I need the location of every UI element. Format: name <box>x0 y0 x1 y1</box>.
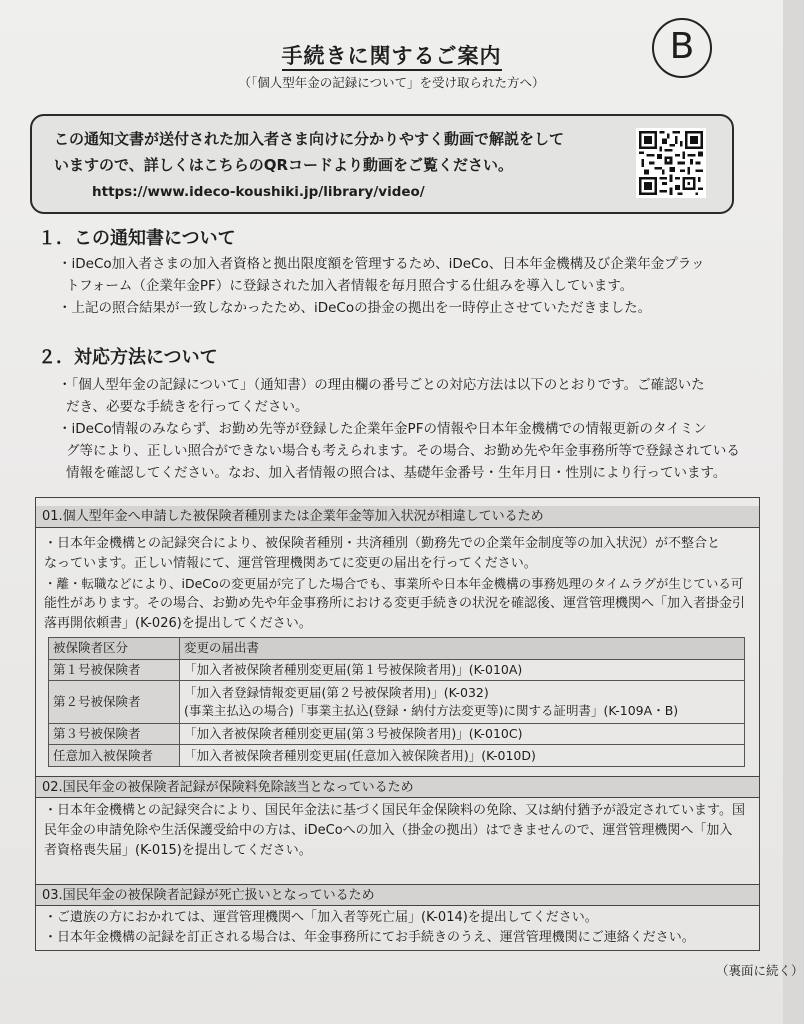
reason-boxes <box>35 497 760 951</box>
reason-02-line-1: ・日本年金機構との記録突合により、国民年金法に基づく国民年金保険料の免除、又は納付猶予が設定されています。国 <box>44 803 745 818</box>
qr-code-graphic <box>639 131 703 195</box>
video-guide-box <box>30 114 734 214</box>
page-subtitle: （「個人型年金の記録について」を受け取られた方へ） <box>238 75 545 90</box>
table-cell-form: 「加入者被保険者種別変更届(第３号被保険者用)」(K-010C) <box>180 723 745 745</box>
table-cell-category: 任意加入被保険者 <box>49 745 180 767</box>
table-cell-category: 第２号被保険者 <box>49 681 180 723</box>
reason-03-header: 03.国民年金の被保険者記録が死亡扱いとなっているため <box>36 884 759 906</box>
qr-code-icon[interactable] <box>636 128 706 198</box>
section-1-heading: １．この通知書について <box>38 228 236 249</box>
table-cell-form: 「加入者被保険者種別変更届(第１号被保険者用)」(K-010A) <box>180 659 745 681</box>
reason-02-line-2: 民年金の申請免除や生活保護受給中の方は、iDeCoへの加入（掛金の拠出）はできませんので、運営管理機関へ「加入 <box>44 823 733 838</box>
section-1-line-3: ・上記の照合結果が一致しなかったため、iDeCoの掛金の拠出を一時停止させていただきました。 <box>58 300 652 316</box>
reason-01-line-2: なっています。正しい情報にて、運営管理機関あてに変更の届出を行ってください。 <box>44 556 537 571</box>
reason-03-line-2: ・日本年金機構の記録を訂正される場合は、年金事務所にてお手続きのうえ、運営管理機関にご連絡ください。 <box>44 930 695 945</box>
video-guide-line-2: いますので、詳しくはこちらのQRコードより動画をご覧ください。 <box>54 156 514 174</box>
table-row <box>49 745 745 767</box>
page-title <box>0 40 783 70</box>
table-row <box>49 659 745 681</box>
reason-02-line-3: 者資格喪失届」(K-015)を提出してください。 <box>44 843 312 858</box>
continued-note: （裏面に続く） <box>716 963 804 978</box>
page-title-text: 手続きに関するご案内 <box>282 44 502 71</box>
reason-01-line-4: 能性があります。その場合、お勤め先や年金事務所における変更手続きの状況を確認後、運営管理機関へ「加入者掛金引 <box>44 596 745 611</box>
section-2-heading: ２．対応方法について <box>38 347 218 368</box>
table-cell-form: 「加入者被保険者種別変更届(任意加入被保険者用)」(K-010D) <box>180 745 745 767</box>
video-url-link[interactable]: https://www.ideco-koushiki.jp/library/video/ <box>92 184 425 200</box>
video-guide-line-1: この通知文書が送付された加入者さま向けに分かりやすく動画で解説をして <box>54 130 565 148</box>
form-table <box>48 637 745 767</box>
table-cell-category: 第１号被保険者 <box>49 659 180 681</box>
section-2-line-5: 情報を確認してください。なお、加入者情報の照合は、基礎年金番号・生年月日・性別により行っています。 <box>66 465 727 481</box>
section-2-line-1: ・「個人型年金の記録について」（通知書）の理由欄の番号ごとの対応方法は以下のとおりです。ご確認いた <box>58 377 705 393</box>
form-table-header <box>49 638 745 660</box>
reason-01-line-1: ・日本年金機構との記録突合により、被保険者種別・共済種別（勤務先での企業年金制度等の加入状況）が不整合と <box>44 536 721 551</box>
table-cell-form-line: 「加入者登録情報変更届(第２号被保険者用)」(K-032) <box>184 684 489 700</box>
section-2-line-4: グ等により、正しい照合ができない場合も考えられます。その場合、お勤め先や年金事務所等で登録されている <box>66 443 740 459</box>
table-cell-category: 第３号被保険者 <box>49 723 180 745</box>
form-table-header-forms: 変更の届出書 <box>180 638 745 660</box>
table-cell-form-line: (事業主払込の場合)「事業主払込(登録・納付方法変更等)に関する証明書」(K-109A・B) <box>184 702 679 718</box>
reason-02-header: 02.国民年金の被保険者記録が保険料免除該当となっているため <box>36 776 759 798</box>
section-2-line-3: ・iDeCo情報のみならず、お勤め先等が登録した企業年金PFの情報や日本年金機構での情報更新のタイミン <box>58 421 707 437</box>
reason-03-line-1: ・ご遺族の方におかれては、運営管理機関へ「加入者等死亡届」(K-014)を提出してください。 <box>44 910 598 925</box>
reason-01-line-5: 落再開依頼書」(K-026)を提出してください。 <box>44 616 312 631</box>
form-type-mark: B <box>652 18 712 78</box>
section-2-line-2: だき、必要な手続きを行ってください。 <box>66 399 309 415</box>
section-1-line-1: ・iDeCo加入者さまの加入者資格と拠出限度額を管理するため、iDeCo、日本年金機構及び企業年金プラッ <box>58 256 705 272</box>
reason-01-header: 01.個人型年金へ申請した被保険者種別または企業年金等加入状況が相違しているため <box>36 506 759 528</box>
reason-01-line-3: ・離・転職などにより、iDeCoの変更届が完了した場合でも、事業所や日本年金機構の事務処理のタイムラグが生じている可 <box>44 576 744 591</box>
table-row <box>49 681 745 723</box>
form-table-header-category: 被保険者区分 <box>49 638 180 660</box>
table-row <box>49 723 745 745</box>
section-1-line-2: トフォーム（企業年金PF）に登録された加入者情報を毎月照合する仕組みを導入しています。 <box>66 278 634 294</box>
table-cell-form <box>180 681 745 723</box>
